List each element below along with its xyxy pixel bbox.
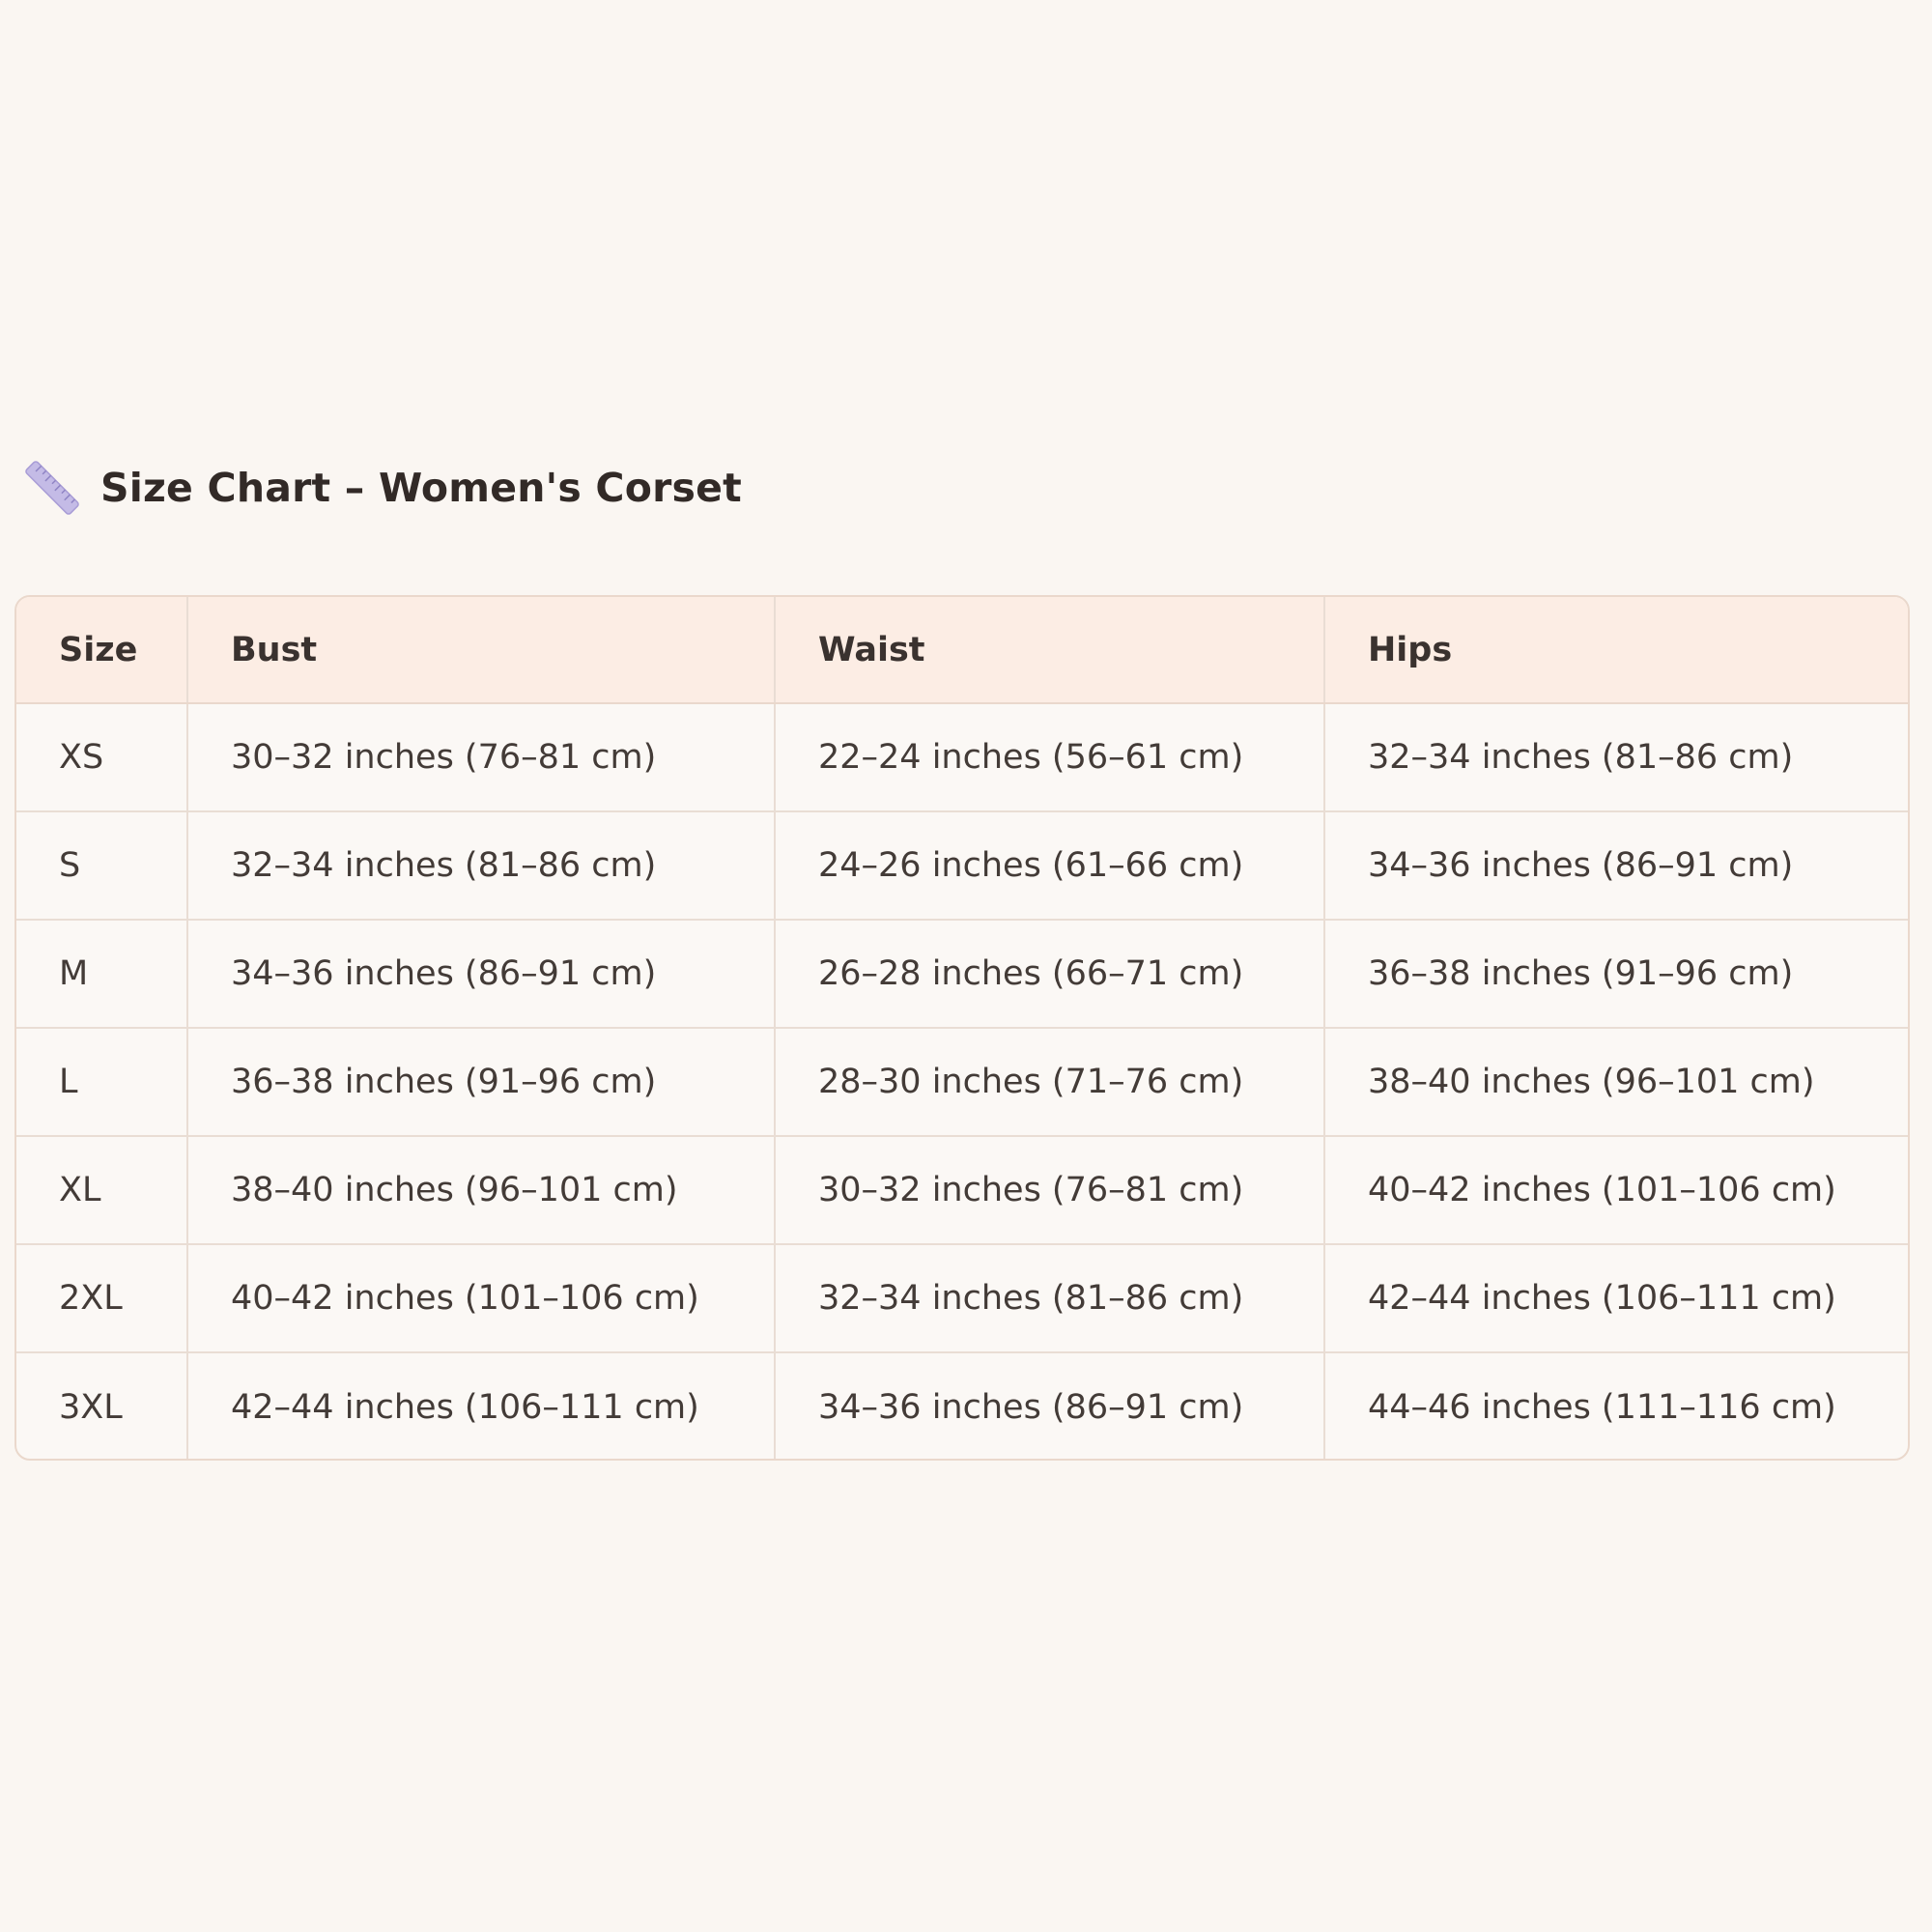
size-table [16, 597, 1908, 1461]
cell-waist: 22–24 inches (56–61 cm) [775, 703, 1324, 811]
title-row [23, 454, 742, 522]
cell-hips: 32–34 inches (81–86 cm) [1324, 703, 1908, 811]
cell-hips: 40–42 inches (101–106 cm) [1324, 1136, 1908, 1244]
cell-waist: 30–32 inches (76–81 cm) [775, 1136, 1324, 1244]
cell-bust: 40–42 inches (101–106 cm) [187, 1244, 775, 1352]
cell-bust: 30–32 inches (76–81 cm) [187, 703, 775, 811]
cell-waist: 28–30 inches (71–76 cm) [775, 1028, 1324, 1136]
header-bust: Bust [187, 597, 775, 703]
table-row [16, 1244, 1908, 1352]
cell-size: XL [16, 1136, 187, 1244]
table-row [16, 811, 1908, 920]
cell-size: 3XL [16, 1352, 187, 1461]
table-row [16, 920, 1908, 1028]
table-header-row [16, 597, 1908, 703]
cell-size: L [16, 1028, 187, 1136]
table-row [16, 1136, 1908, 1244]
cell-bust: 32–34 inches (81–86 cm) [187, 811, 775, 920]
cell-hips: 42–44 inches (106–111 cm) [1324, 1244, 1908, 1352]
cell-waist: 26–28 inches (66–71 cm) [775, 920, 1324, 1028]
cell-hips: 34–36 inches (86–91 cm) [1324, 811, 1908, 920]
cell-waist: 34–36 inches (86–91 cm) [775, 1352, 1324, 1461]
cell-hips: 38–40 inches (96–101 cm) [1324, 1028, 1908, 1136]
table-row [16, 703, 1908, 811]
cell-bust: 38–40 inches (96–101 cm) [187, 1136, 775, 1244]
header-hips: Hips [1324, 597, 1908, 703]
size-table-container [14, 595, 1910, 1461]
cell-hips: 36–38 inches (91–96 cm) [1324, 920, 1908, 1028]
cell-size: M [16, 920, 187, 1028]
cell-size: 2XL [16, 1244, 187, 1352]
header-size: Size [16, 597, 187, 703]
table-row [16, 1352, 1908, 1461]
ruler-icon [23, 459, 81, 517]
cell-size: S [16, 811, 187, 920]
cell-waist: 32–34 inches (81–86 cm) [775, 1244, 1324, 1352]
cell-bust: 42–44 inches (106–111 cm) [187, 1352, 775, 1461]
page-title: Size Chart – Women's Corset [100, 465, 742, 511]
cell-bust: 34–36 inches (86–91 cm) [187, 920, 775, 1028]
cell-size: XS [16, 703, 187, 811]
cell-bust: 36–38 inches (91–96 cm) [187, 1028, 775, 1136]
header-waist: Waist [775, 597, 1324, 703]
cell-waist: 24–26 inches (61–66 cm) [775, 811, 1324, 920]
table-row [16, 1028, 1908, 1136]
cell-hips: 44–46 inches (111–116 cm) [1368, 1387, 1836, 1427]
